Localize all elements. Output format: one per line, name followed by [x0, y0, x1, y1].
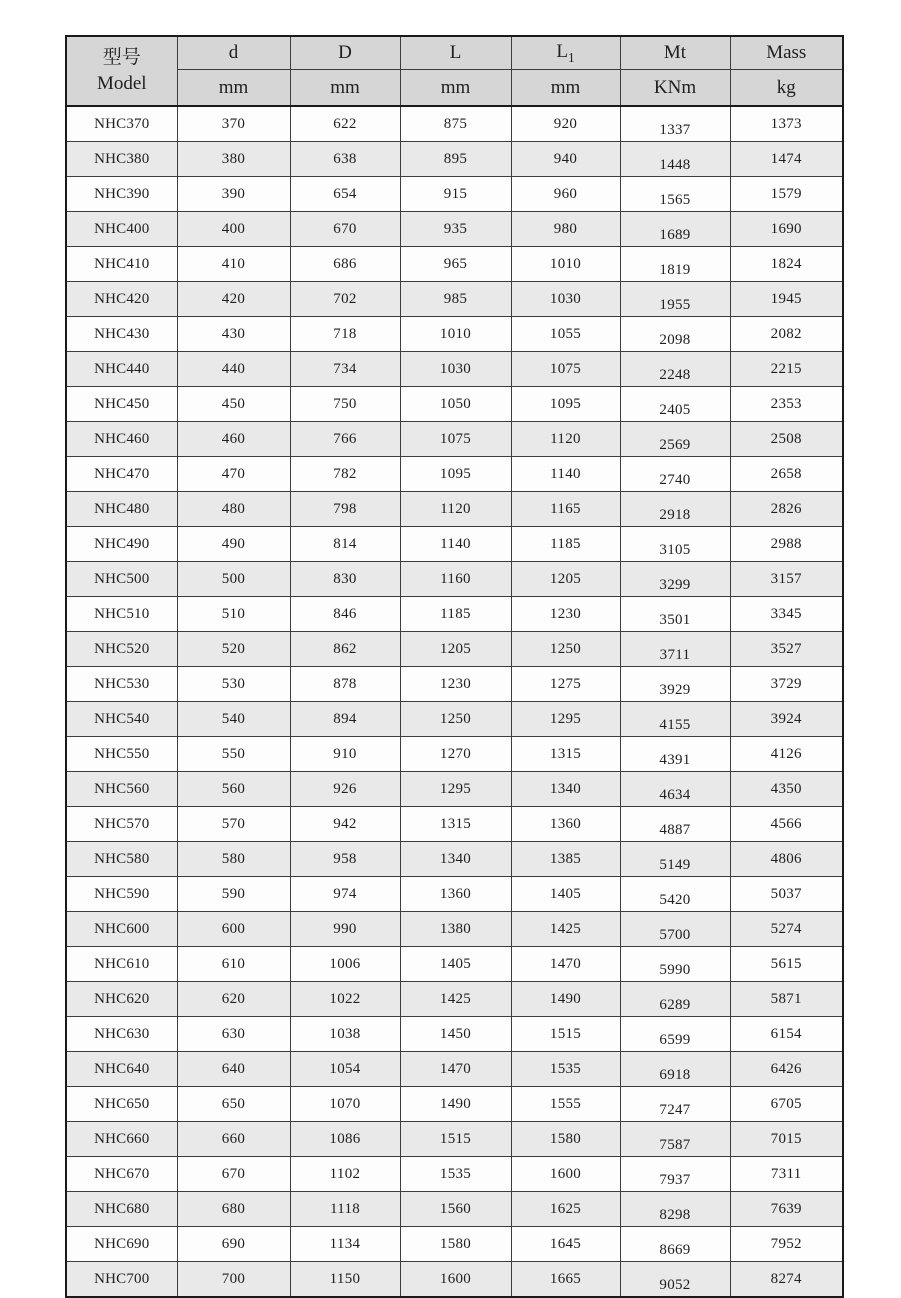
value-cell: 4350	[730, 772, 843, 807]
value-cell: 1405	[400, 947, 511, 982]
value-cell: 9052	[620, 1262, 730, 1298]
value-cell: 1315	[400, 807, 511, 842]
value-cell: 1010	[400, 317, 511, 352]
value-cell: 1160	[400, 562, 511, 597]
value-cell: 7015	[730, 1122, 843, 1157]
table-row	[66, 212, 843, 247]
model-cell: NHC380	[66, 142, 177, 177]
table-row	[66, 877, 843, 912]
value-cell: 3501	[620, 597, 730, 632]
value-cell: 894	[290, 702, 400, 737]
value-cell: 660	[177, 1122, 290, 1157]
value-cell: 8298	[620, 1192, 730, 1227]
value-cell: 654	[290, 177, 400, 212]
value-cell: 6426	[730, 1052, 843, 1087]
value-cell: 670	[177, 1157, 290, 1192]
header-unit-mass: kg	[730, 70, 843, 107]
model-cell: NHC520	[66, 632, 177, 667]
value-cell: 1205	[511, 562, 620, 597]
value-cell: 440	[177, 352, 290, 387]
header-col-l: L	[400, 36, 511, 70]
value-cell: 2569	[620, 422, 730, 457]
value-cell: 1140	[400, 527, 511, 562]
value-cell: 560	[177, 772, 290, 807]
header-col-d: d	[177, 36, 290, 70]
value-cell: 915	[400, 177, 511, 212]
value-cell: 4391	[620, 737, 730, 772]
value-cell: 450	[177, 387, 290, 422]
value-cell: 570	[177, 807, 290, 842]
value-cell: 390	[177, 177, 290, 212]
table-header	[66, 36, 843, 106]
header-col-mt: Mt	[620, 36, 730, 70]
value-cell: 2740	[620, 457, 730, 492]
value-cell: 3157	[730, 562, 843, 597]
value-cell: 846	[290, 597, 400, 632]
table-row	[66, 1227, 843, 1262]
table-row	[66, 1017, 843, 1052]
value-cell: 1006	[290, 947, 400, 982]
value-cell: 470	[177, 457, 290, 492]
value-cell: 1185	[400, 597, 511, 632]
value-cell: 630	[177, 1017, 290, 1052]
model-cell: NHC690	[66, 1227, 177, 1262]
table-row	[66, 737, 843, 772]
table-row	[66, 177, 843, 212]
model-cell: NHC400	[66, 212, 177, 247]
table-row	[66, 317, 843, 352]
value-cell: 1535	[511, 1052, 620, 1087]
value-cell: 1050	[400, 387, 511, 422]
dimension-spec-table	[65, 35, 844, 1298]
value-cell: 935	[400, 212, 511, 247]
table-row	[66, 527, 843, 562]
value-cell: 1030	[511, 282, 620, 317]
value-cell: 1448	[620, 142, 730, 177]
header-model-en: Model	[96, 73, 147, 94]
value-cell: 1337	[620, 106, 730, 142]
value-cell: 7311	[730, 1157, 843, 1192]
value-cell: 1474	[730, 142, 843, 177]
table-body	[66, 106, 843, 1297]
value-cell: 942	[290, 807, 400, 842]
value-cell: 1535	[400, 1157, 511, 1192]
header-unit-mt: KNm	[620, 70, 730, 107]
value-cell: 1275	[511, 667, 620, 702]
table-row	[66, 632, 843, 667]
value-cell: 600	[177, 912, 290, 947]
value-cell: 2353	[730, 387, 843, 422]
model-cell: NHC560	[66, 772, 177, 807]
table-row	[66, 106, 843, 142]
model-cell: NHC510	[66, 597, 177, 632]
value-cell: 5615	[730, 947, 843, 982]
value-cell: 1010	[511, 247, 620, 282]
header-model-zh: 型号	[102, 47, 141, 69]
table-row	[66, 912, 843, 947]
value-cell: 2508	[730, 422, 843, 457]
value-cell: 3345	[730, 597, 843, 632]
value-cell: 7639	[730, 1192, 843, 1227]
value-cell: 920	[511, 106, 620, 142]
model-cell: NHC470	[66, 457, 177, 492]
table-row	[66, 492, 843, 527]
model-cell: NHC460	[66, 422, 177, 457]
value-cell: 1665	[511, 1262, 620, 1298]
value-cell: 5700	[620, 912, 730, 947]
value-cell: 590	[177, 877, 290, 912]
model-cell: NHC450	[66, 387, 177, 422]
value-cell: 1560	[400, 1192, 511, 1227]
header-unit-l1: mm	[511, 70, 620, 107]
value-cell: 420	[177, 282, 290, 317]
table-row	[66, 1052, 843, 1087]
value-cell: 1340	[511, 772, 620, 807]
table-row	[66, 947, 843, 982]
value-cell: 1102	[290, 1157, 400, 1192]
value-cell: 814	[290, 527, 400, 562]
model-cell: NHC650	[66, 1087, 177, 1122]
value-cell: 4806	[730, 842, 843, 877]
value-cell: 640	[177, 1052, 290, 1087]
value-cell: 400	[177, 212, 290, 247]
value-cell: 1120	[400, 492, 511, 527]
model-cell: NHC390	[66, 177, 177, 212]
value-cell: 1095	[400, 457, 511, 492]
model-cell: NHC550	[66, 737, 177, 772]
header-row-units	[66, 70, 843, 107]
value-cell: 1600	[511, 1157, 620, 1192]
table-row	[66, 1122, 843, 1157]
value-cell: 1230	[400, 667, 511, 702]
value-cell: 1380	[400, 912, 511, 947]
value-cell: 7937	[620, 1157, 730, 1192]
value-cell: 1515	[400, 1122, 511, 1157]
value-cell: 750	[290, 387, 400, 422]
value-cell: 500	[177, 562, 290, 597]
header-row-labels	[66, 36, 843, 70]
value-cell: 1230	[511, 597, 620, 632]
value-cell: 1580	[511, 1122, 620, 1157]
value-cell: 2918	[620, 492, 730, 527]
value-cell: 1118	[290, 1192, 400, 1227]
value-cell: 1070	[290, 1087, 400, 1122]
value-cell: 1150	[290, 1262, 400, 1298]
value-cell: 8274	[730, 1262, 843, 1298]
value-cell: 3729	[730, 667, 843, 702]
table-row	[66, 982, 843, 1017]
value-cell: 1030	[400, 352, 511, 387]
value-cell: 7587	[620, 1122, 730, 1157]
value-cell: 702	[290, 282, 400, 317]
value-cell: 670	[290, 212, 400, 247]
model-cell: NHC660	[66, 1122, 177, 1157]
value-cell: 1819	[620, 247, 730, 282]
value-cell: 5871	[730, 982, 843, 1017]
value-cell: 926	[290, 772, 400, 807]
value-cell: 520	[177, 632, 290, 667]
value-cell: 1645	[511, 1227, 620, 1262]
value-cell: 700	[177, 1262, 290, 1298]
value-cell: 1565	[620, 177, 730, 212]
value-cell: 620	[177, 982, 290, 1017]
table-row	[66, 422, 843, 457]
value-cell: 7247	[620, 1087, 730, 1122]
value-cell: 6918	[620, 1052, 730, 1087]
model-cell: NHC620	[66, 982, 177, 1017]
model-cell: NHC680	[66, 1192, 177, 1227]
value-cell: 4126	[730, 737, 843, 772]
table-row	[66, 702, 843, 737]
value-cell: 380	[177, 142, 290, 177]
table-row	[66, 1192, 843, 1227]
value-cell: 8669	[620, 1227, 730, 1262]
model-cell: NHC600	[66, 912, 177, 947]
header-unit-d: mm	[290, 70, 400, 107]
value-cell: 2826	[730, 492, 843, 527]
value-cell: 1120	[511, 422, 620, 457]
value-cell: 2082	[730, 317, 843, 352]
value-cell: 1095	[511, 387, 620, 422]
value-cell: 650	[177, 1087, 290, 1122]
table-row	[66, 1157, 843, 1192]
value-cell: 490	[177, 527, 290, 562]
value-cell: 1315	[511, 737, 620, 772]
value-cell: 7952	[730, 1227, 843, 1262]
table-row	[66, 597, 843, 632]
table-row	[66, 247, 843, 282]
value-cell: 1075	[400, 422, 511, 457]
value-cell: 2215	[730, 352, 843, 387]
value-cell: 3929	[620, 667, 730, 702]
model-cell: NHC410	[66, 247, 177, 282]
value-cell: 5274	[730, 912, 843, 947]
value-cell: 960	[511, 177, 620, 212]
table-row	[66, 1262, 843, 1298]
value-cell: 1945	[730, 282, 843, 317]
table-row	[66, 1087, 843, 1122]
value-cell: 1360	[511, 807, 620, 842]
value-cell: 1022	[290, 982, 400, 1017]
value-cell: 1054	[290, 1052, 400, 1087]
model-cell: NHC370	[66, 106, 177, 142]
value-cell: 4155	[620, 702, 730, 737]
value-cell: 1600	[400, 1262, 511, 1298]
value-cell: 1450	[400, 1017, 511, 1052]
value-cell: 4887	[620, 807, 730, 842]
value-cell: 1625	[511, 1192, 620, 1227]
value-cell: 718	[290, 317, 400, 352]
value-cell: 1490	[511, 982, 620, 1017]
value-cell: 830	[290, 562, 400, 597]
model-cell: NHC630	[66, 1017, 177, 1052]
value-cell: 6599	[620, 1017, 730, 1052]
table-row	[66, 807, 843, 842]
value-cell: 6289	[620, 982, 730, 1017]
value-cell: 1824	[730, 247, 843, 282]
model-cell: NHC700	[66, 1262, 177, 1298]
value-cell: 410	[177, 247, 290, 282]
model-cell: NHC570	[66, 807, 177, 842]
value-cell: 1385	[511, 842, 620, 877]
value-cell: 985	[400, 282, 511, 317]
table-row	[66, 562, 843, 597]
value-cell: 1955	[620, 282, 730, 317]
model-cell: NHC640	[66, 1052, 177, 1087]
value-cell: 1250	[400, 702, 511, 737]
model-cell: NHC440	[66, 352, 177, 387]
value-cell: 1515	[511, 1017, 620, 1052]
value-cell: 540	[177, 702, 290, 737]
table-row	[66, 352, 843, 387]
value-cell: 370	[177, 106, 290, 142]
value-cell: 638	[290, 142, 400, 177]
value-cell: 1425	[400, 982, 511, 1017]
value-cell: 1038	[290, 1017, 400, 1052]
value-cell: 1689	[620, 212, 730, 247]
value-cell: 1470	[511, 947, 620, 982]
value-cell: 862	[290, 632, 400, 667]
model-cell: NHC540	[66, 702, 177, 737]
value-cell: 910	[290, 737, 400, 772]
value-cell: 2658	[730, 457, 843, 492]
value-cell: 3711	[620, 632, 730, 667]
model-cell: NHC490	[66, 527, 177, 562]
value-cell: 1270	[400, 737, 511, 772]
value-cell: 580	[177, 842, 290, 877]
value-cell: 680	[177, 1192, 290, 1227]
value-cell: 460	[177, 422, 290, 457]
model-cell: NHC500	[66, 562, 177, 597]
value-cell: 1075	[511, 352, 620, 387]
value-cell: 1405	[511, 877, 620, 912]
table-row	[66, 457, 843, 492]
value-cell: 1295	[511, 702, 620, 737]
value-cell: 1250	[511, 632, 620, 667]
value-cell: 5990	[620, 947, 730, 982]
value-cell: 1490	[400, 1087, 511, 1122]
table-row	[66, 387, 843, 422]
value-cell: 5149	[620, 842, 730, 877]
value-cell: 958	[290, 842, 400, 877]
model-cell: NHC610	[66, 947, 177, 982]
value-cell: 782	[290, 457, 400, 492]
value-cell: 6705	[730, 1087, 843, 1122]
value-cell: 610	[177, 947, 290, 982]
value-cell: 2405	[620, 387, 730, 422]
value-cell: 1340	[400, 842, 511, 877]
value-cell: 1579	[730, 177, 843, 212]
value-cell: 690	[177, 1227, 290, 1262]
value-cell: 1360	[400, 877, 511, 912]
value-cell: 1165	[511, 492, 620, 527]
value-cell: 990	[290, 912, 400, 947]
model-cell: NHC590	[66, 877, 177, 912]
model-cell: NHC670	[66, 1157, 177, 1192]
value-cell: 766	[290, 422, 400, 457]
value-cell: 6154	[730, 1017, 843, 1052]
table-row	[66, 772, 843, 807]
value-cell: 1205	[400, 632, 511, 667]
value-cell: 1134	[290, 1227, 400, 1262]
value-cell: 1185	[511, 527, 620, 562]
value-cell: 530	[177, 667, 290, 702]
value-cell: 5037	[730, 877, 843, 912]
header-unit-l: mm	[400, 70, 511, 107]
value-cell: 965	[400, 247, 511, 282]
table-row	[66, 842, 843, 877]
value-cell: 430	[177, 317, 290, 352]
model-cell: NHC480	[66, 492, 177, 527]
value-cell: 3924	[730, 702, 843, 737]
header-col-l1: $L_1$	[511, 36, 620, 70]
value-cell: 1055	[511, 317, 620, 352]
value-cell: 798	[290, 492, 400, 527]
value-cell: 1140	[511, 457, 620, 492]
model-cell: NHC580	[66, 842, 177, 877]
value-cell: 4566	[730, 807, 843, 842]
value-cell: 5420	[620, 877, 730, 912]
value-cell: 480	[177, 492, 290, 527]
value-cell: 875	[400, 106, 511, 142]
value-cell: 2098	[620, 317, 730, 352]
value-cell: 878	[290, 667, 400, 702]
table-row	[66, 142, 843, 177]
value-cell: 1425	[511, 912, 620, 947]
value-cell: 1086	[290, 1122, 400, 1157]
model-cell: NHC530	[66, 667, 177, 702]
header-col-mass: Mass	[730, 36, 843, 70]
value-cell: 980	[511, 212, 620, 247]
value-cell: 550	[177, 737, 290, 772]
value-cell: 1373	[730, 106, 843, 142]
value-cell: 686	[290, 247, 400, 282]
value-cell: 3527	[730, 632, 843, 667]
value-cell: 734	[290, 352, 400, 387]
value-cell: 1470	[400, 1052, 511, 1087]
value-cell: 1295	[400, 772, 511, 807]
value-cell: 895	[400, 142, 511, 177]
value-cell: 3299	[620, 562, 730, 597]
value-cell: 2988	[730, 527, 843, 562]
value-cell: 974	[290, 877, 400, 912]
model-cell: NHC430	[66, 317, 177, 352]
value-cell: 4634	[620, 772, 730, 807]
value-cell: 2248	[620, 352, 730, 387]
table-row	[66, 667, 843, 702]
model-cell: NHC420	[66, 282, 177, 317]
value-cell: 510	[177, 597, 290, 632]
value-cell: 1555	[511, 1087, 620, 1122]
header-unit-d: mm	[177, 70, 290, 107]
value-cell: 1580	[400, 1227, 511, 1262]
header-col-d: D	[290, 36, 400, 70]
value-cell: 1690	[730, 212, 843, 247]
value-cell: 3105	[620, 527, 730, 562]
header-model	[66, 36, 177, 106]
table-row	[66, 282, 843, 317]
value-cell: 940	[511, 142, 620, 177]
value-cell: 622	[290, 106, 400, 142]
